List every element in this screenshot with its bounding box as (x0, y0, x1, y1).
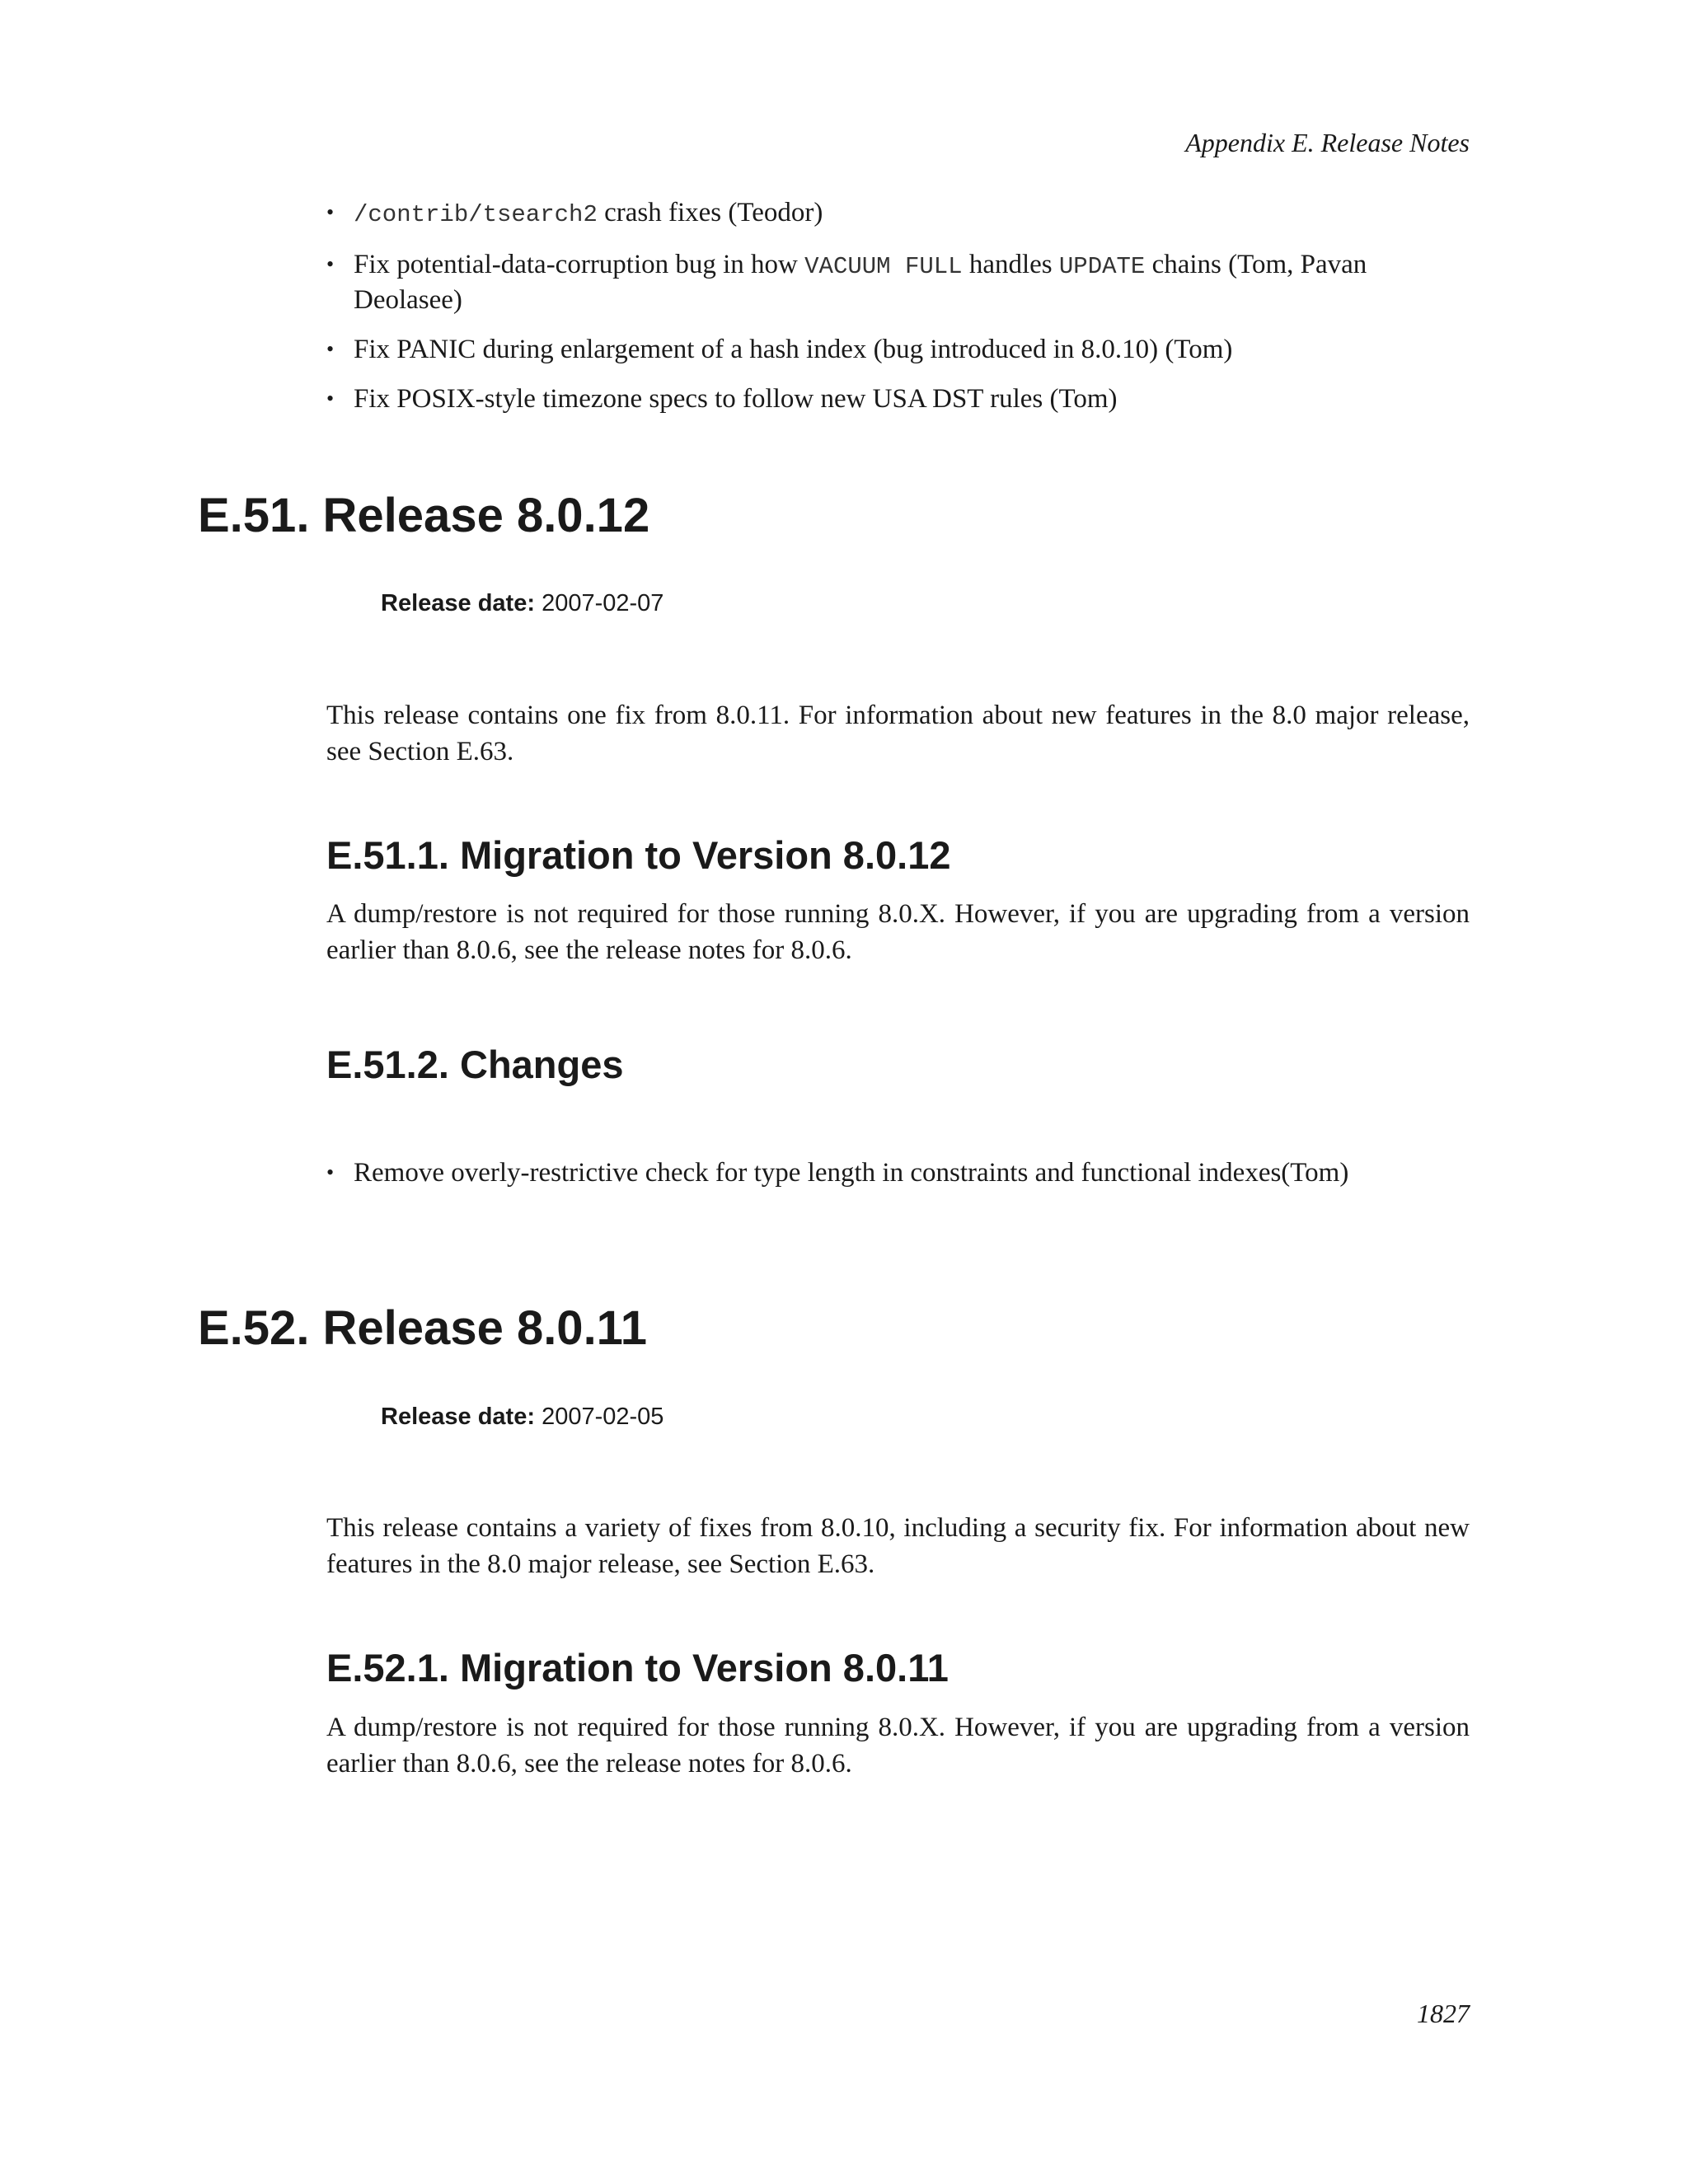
section-title-e51: E.51. Release 8.0.12 (198, 489, 650, 542)
subsection-title-e51-2: E.51.2. Changes (326, 1043, 624, 1086)
list-item: • Remove overly-restrictive check for type length in constraints and functional indexes(Tom) (326, 1156, 1470, 1189)
carryover-change-list (326, 196, 1470, 432)
code-command: UPDATE (1058, 253, 1146, 280)
running-header: Appendix E. Release Notes (1185, 128, 1470, 157)
section-title-e52: E.52. Release 8.0.11 (198, 1301, 647, 1355)
changes-list-e51 (326, 1156, 1470, 1206)
release-date-label: Release date: (381, 1404, 535, 1430)
list-item: • Fix potential-data-corruption bug in how VACUUM FULL handles UPDATE chains (Tom, Pavan Deolasee) (326, 248, 1470, 316)
page-number: 1827 (1417, 1999, 1470, 2028)
section-intro-e51: This release contains one fix from 8.0.11. For information about new features in the 8.0 major release, see Section E.63. (326, 701, 1470, 766)
release-date-value: 2007-02-05 (542, 1404, 664, 1430)
release-date-e51 (381, 590, 663, 617)
migration-text-e51: A dump/restore is not required for those running 8.0.X. However, if you are upgrading from a version earlier than 8.0.6, see the release notes for 8.0.6. (326, 899, 1470, 965)
section-intro-e52: This release contains a variety of fixes from 8.0.10, including a security fix. For information about new features in the 8.0 major release, see Section E.63. (326, 1513, 1470, 1579)
migration-text-e52: A dump/restore is not required for those running 8.0.X. However, if you are upgrading from a version earlier than 8.0.6, see the release notes for 8.0.6. (326, 1713, 1470, 1779)
list-item: • /contrib/tsearch2 crash fixes (Teodor) (326, 196, 1470, 232)
release-date-e52 (381, 1404, 663, 1431)
release-date-value: 2007-02-07 (542, 590, 664, 616)
subsection-title-e52-1: E.52.1. Migration to Version 8.0.11 (326, 1646, 949, 1690)
list-item: • Fix PANIC during enlargement of a hash index (bug introduced in 8.0.10) (Tom) (326, 333, 1470, 366)
code-command: VACUUM FULL (804, 253, 963, 280)
list-item: • Fix POSIX-style timezone specs to follow new USA DST rules (Tom) (326, 382, 1470, 415)
code-path: /contrib/tsearch2 (354, 201, 598, 228)
subsection-title-e51-1: E.51.1. Migration to Version 8.0.12 (326, 833, 951, 877)
release-date-label: Release date: (381, 590, 535, 616)
